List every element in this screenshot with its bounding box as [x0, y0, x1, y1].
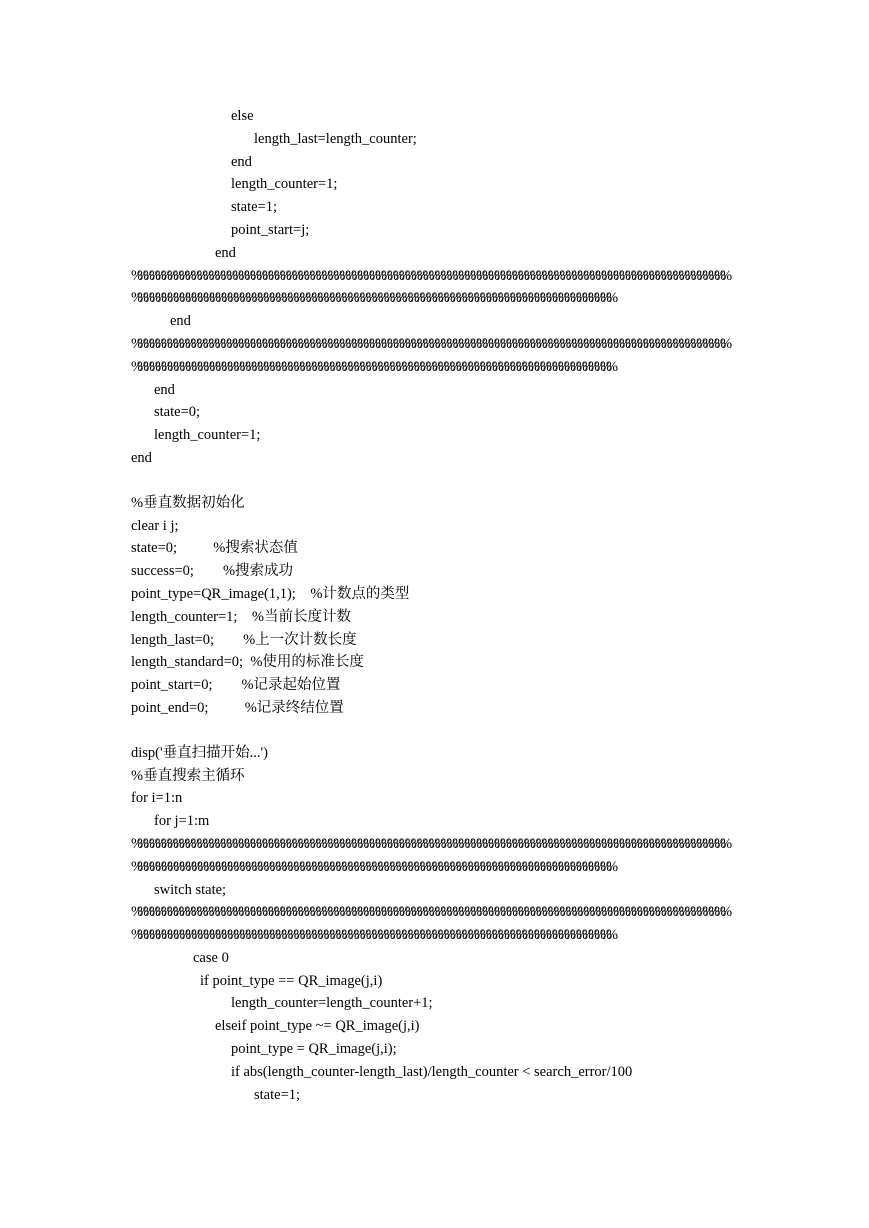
- code-line: length_counter=1; %当前长度计数: [131, 608, 352, 625]
- comment-separator-line: %%%%%%%%%%%%%%%%%%%%%%%%%%%%%%%%%%%%%%%%%%%%%%%%%%%%%%%%%%%%%%%%%%%%%%%%%%%%%%%%%%%%%%%%%%%%%%%%%%%%: [131, 267, 726, 284]
- code-line: point_start=0; %记录起始位置: [131, 677, 341, 694]
- code-line: clear i j;: [131, 517, 179, 534]
- comment-separator-line: %%%%%%%%%%%%%%%%%%%%%%%%%%%%%%%%%%%%%%%%%%%%%%%%%%%%%%%%%%%%%%%%%%%%%%%%%%%%%%%%: [131, 927, 612, 944]
- code-line: end: [215, 244, 236, 261]
- code-line: point_end=0; %记录终结位置: [131, 699, 344, 716]
- code-line: length_standard=0; %使用的标准长度: [131, 654, 364, 671]
- code-line: end: [154, 381, 175, 398]
- code-line: elseif point_type ~= QR_image(j,i): [215, 1018, 420, 1035]
- code-line: state=0; %搜索状态值: [131, 540, 298, 557]
- comment-separator-line: %%%%%%%%%%%%%%%%%%%%%%%%%%%%%%%%%%%%%%%%%%%%%%%%%%%%%%%%%%%%%%%%%%%%%%%%%%%%%%%%%%%%%%%%%%%%%%%%%%%%: [131, 835, 726, 852]
- code-line: disp('垂直扫描开始...'): [131, 744, 268, 761]
- code-line: %垂直搜索主循环: [131, 767, 245, 784]
- code-line: length_counter=1;: [154, 427, 261, 444]
- code-line: state=0;: [154, 404, 201, 421]
- code-line: end: [170, 313, 191, 330]
- comment-separator-line: %%%%%%%%%%%%%%%%%%%%%%%%%%%%%%%%%%%%%%%%%%%%%%%%%%%%%%%%%%%%%%%%%%%%%%%%%%%%%%%%: [131, 290, 612, 307]
- code-line: end: [131, 449, 152, 466]
- code-line: [131, 470, 741, 492]
- code-line: %垂直数据初始化: [131, 494, 245, 511]
- code-line: end: [231, 153, 252, 170]
- code-line: [131, 720, 741, 742]
- code-line: length_last=0; %上一次计数长度: [131, 631, 357, 648]
- comment-separator-line: %%%%%%%%%%%%%%%%%%%%%%%%%%%%%%%%%%%%%%%%%%%%%%%%%%%%%%%%%%%%%%%%%%%%%%%%%%%%%%%%%%%%%%%%%%%%%%%%%%%%: [131, 904, 726, 921]
- comment-separator-line: %%%%%%%%%%%%%%%%%%%%%%%%%%%%%%%%%%%%%%%%%%%%%%%%%%%%%%%%%%%%%%%%%%%%%%%%%%%%%%%%: [131, 358, 612, 375]
- code-line: if point_type == QR_image(j,i): [200, 972, 383, 989]
- code-line: length_counter=1;: [231, 176, 338, 193]
- code-line: for i=1:n: [131, 790, 183, 807]
- comment-separator-line: %%%%%%%%%%%%%%%%%%%%%%%%%%%%%%%%%%%%%%%%%%%%%%%%%%%%%%%%%%%%%%%%%%%%%%%%%%%%%%%%%%%%%%%%%%%%%%%%%%%%: [131, 335, 726, 352]
- code-line: point_type = QR_image(j,i);: [231, 1041, 397, 1058]
- code-listing: [131, 105, 741, 1106]
- code-line: point_start=j;: [231, 221, 310, 238]
- code-line: state=1;: [231, 199, 278, 216]
- code-line: success=0; %搜索成功: [131, 563, 294, 580]
- code-line: length_counter=length_counter+1;: [231, 995, 433, 1012]
- code-line: point_type=QR_image(1,1); %计数点的类型: [131, 585, 410, 602]
- code-line: else: [231, 108, 254, 124]
- code-line: state=1;: [254, 1086, 301, 1103]
- code-line: length_last=length_counter;: [254, 130, 417, 147]
- code-line: case 0: [193, 949, 229, 966]
- code-line: if abs(length_counter-length_last)/length_counter < search_error/100: [231, 1063, 633, 1080]
- code-line: switch state;: [154, 881, 227, 898]
- comment-separator-line: %%%%%%%%%%%%%%%%%%%%%%%%%%%%%%%%%%%%%%%%%%%%%%%%%%%%%%%%%%%%%%%%%%%%%%%%%%%%%%%%: [131, 858, 612, 875]
- code-line: for j=1:m: [154, 813, 210, 830]
